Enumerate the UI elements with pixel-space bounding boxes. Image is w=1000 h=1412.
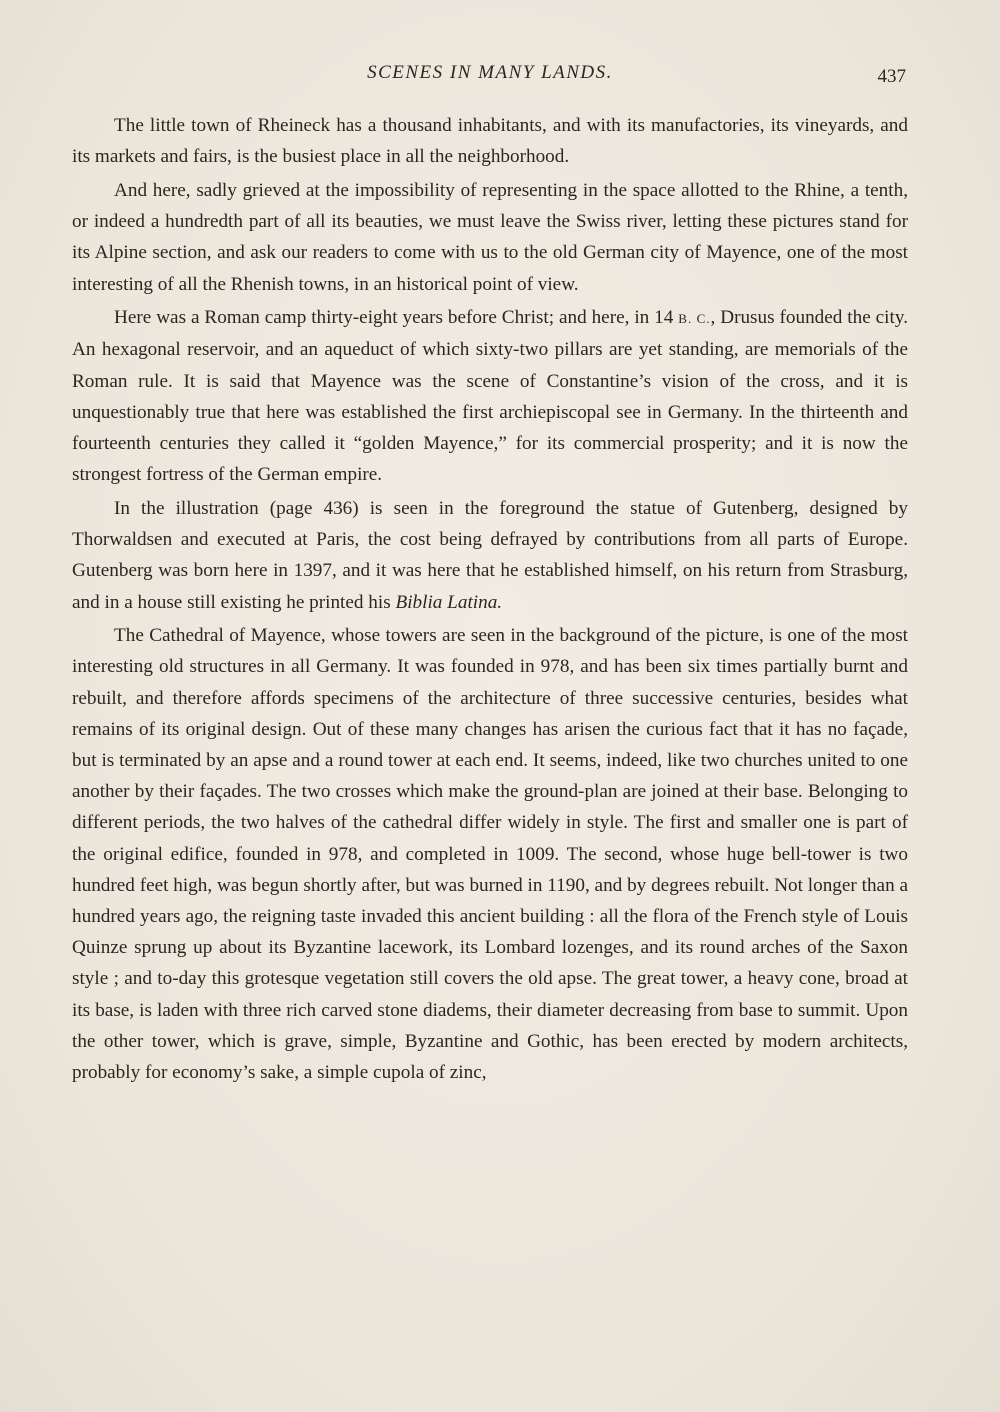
paragraph-roman-camp — [72, 302, 908, 490]
running-title: SCENES IN MANY LANDS. — [367, 62, 613, 83]
paragraph-text: The little town of Rheineck has a thousand inhabitants, and with its manufactories, its vineyards, and its markets and fairs, is the busiest place in all the neighborhood. — [72, 115, 908, 168]
paragraph-text: The Cathedral of Mayence, whose towers are seen in the background of the picture, is one of the most interesting old structures in all Germany. It was founded in 978, and has been six times partially burnt and rebuilt, and therefore affords specimens of the architecture of three successive centuries, besides what remains of its original design. Out of these many changes has arisen the curious fact that it has no façade, but is terminated by an apse and a round tower at each end. It seems, indeed, like two churches united to one another by their façades. The two crosses which make the ground-plan are joined at their base. Belonging to different periods, the two halves of the cathedral differ widely in style. The first and smaller one is part of the original edifice, founded in 978, and completed in 1009. The second, whose huge bell-tower is two hundred feet high, was begun shortly after, but was burned in 1190, and by degrees rebuilt. Not longer than a hundred years ago, the reigning taste invaded this ancient building : all the flora of the French style of Louis Quinze sprung up about its Byzantine lacework, its Lombard lozenges, and its round arches of the Saxon style ; and to-day this grotesque vegetation still covers the old apse. The great tower, a heavy cone, broad at its base, is laden with three rich carved stone diadems, their diameter decreasing from base to summit. Upon the other tower, which is grave, simple, Byzantine and Gothic, has been erected by modern architects, probably for economy’s sake, a simple cupola of zinc, — [72, 625, 908, 1084]
paragraph-text: And here, sadly grieved at the impossibility of representing in the space allotted to the Rhine, a tenth, or indeed a hundredth part of all its beauties, we must leave the Swiss river, letting these pictures stand for its Alpine section, and ask our readers to come with us to the old German city of Mayence, one of the most interesting of all the Rhenish towns, in an historical point of view. — [72, 179, 908, 295]
paragraph-cathedral — [72, 620, 908, 1088]
paragraph-gutenberg — [72, 493, 908, 618]
running-header — [72, 58, 908, 88]
era-abbreviation: B. C. — [678, 311, 711, 327]
paragraph-text: In the illustration (page 436) is seen in the foreground the statue of Gutenberg, designed by Thorwaldsen and executed at Paris, the cost being defrayed by contributions from all parts of Europe. Gutenberg was born here in 1397, and it was here that he established himself, on his return from Strasburg, and in a house still existing he printed his — [72, 497, 908, 613]
paragraph-leave-rhine — [72, 175, 908, 300]
book-title-italic: Biblia Latina. — [395, 591, 503, 613]
paragraph-text: , Drusus founded the city. An hexagonal reservoir, and an aqueduct of which sixty-two pillars are yet standing, are memorials of the Roman rule. It is said that Mayence was the scene of Constantine’s vision of the cross, and it is unquestionably true that here was established the first archiepiscopal see in Germany. In the thirteenth and fourteenth centuries they called it “golden Mayence,” for its commercial prosperity; and it is now the strongest fortress of the German empire. — [72, 307, 908, 486]
paragraph-text: Here was a Roman camp thirty-eight years before Christ; and here, in 14 — [114, 307, 679, 329]
page-number: 437 — [877, 66, 906, 87]
body-text — [72, 110, 908, 1091]
paragraph-rheineck — [72, 110, 908, 172]
